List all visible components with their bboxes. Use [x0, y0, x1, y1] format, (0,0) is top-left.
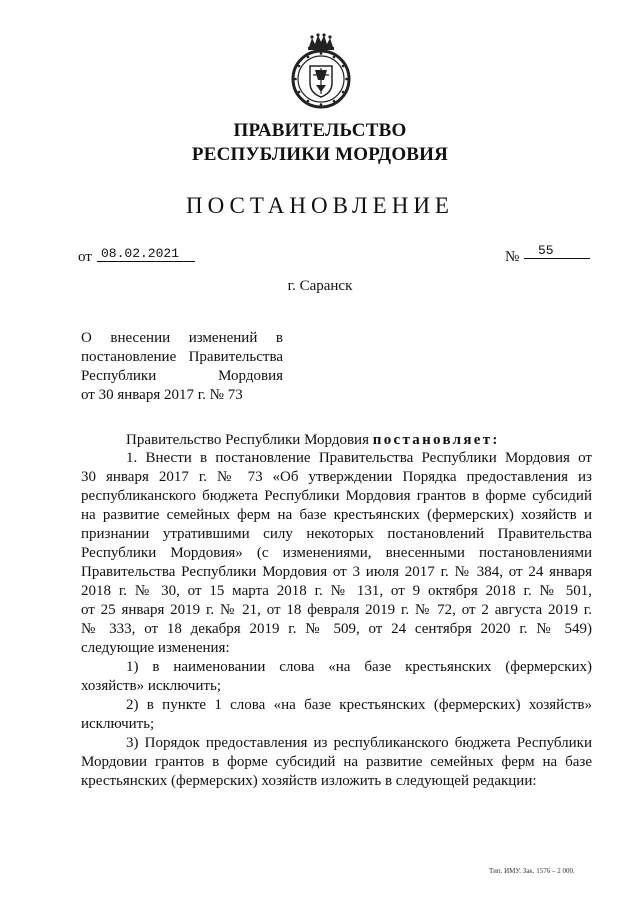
body-line: Республики Мордовия» (с изменениями, внесенными постановлениями	[81, 545, 592, 561]
body-line: 2018 г. № 30, от 15 марта 2018 г. № 131, от 9 октября 2018 г. № 501,	[81, 583, 592, 599]
subject-line: Республики Мордовия	[81, 368, 283, 384]
government-title-line2: РЕСПУБЛИКИ МОРДОВИЯ	[191, 144, 449, 165]
body-line: Мордовии грантов в форме субсидий на развитие семейных ферм на базе	[81, 754, 592, 770]
body-line: хозяйств» исключить;	[81, 678, 222, 694]
body-line: 2) в пункте 1 слова «на базе крестьянских (фермерских) хозяйств»	[126, 697, 592, 713]
document-subject	[81, 329, 283, 405]
body-line: № 333, от 18 декабря 2019 г. № 509, от 24 сентября 2020 г. № 549)	[81, 621, 592, 637]
intro-action: постановляет:	[372, 432, 500, 448]
document-type-heading: ПОСТАНОВЛЕНИЕ	[186, 193, 454, 218]
body-line: крестьянских (фермерских) хозяйств изложить в следующей редакции:	[81, 773, 537, 789]
document-number: 55	[524, 243, 590, 259]
coat-of-arms-emblem	[290, 33, 352, 113]
subject-line: О внесении изменений в	[81, 330, 283, 346]
print-mark: Тип. ИМУ. Зак. 1576 – 2 000.	[489, 867, 575, 875]
government-title-line1: ПРАВИТЕЛЬСТВО	[233, 120, 407, 141]
body-line: 1) в наименовании слова «на базе крестьянских (фермерских)	[126, 659, 592, 675]
intro-line	[126, 431, 500, 450]
body-line: следующие изменения:	[81, 640, 230, 656]
body-line: Правительства Республики Мордовия от 3 июля 2017 г. № 384, от 24 января	[81, 564, 592, 580]
document-date: 08.02.2021	[97, 246, 195, 262]
date-label: от	[78, 249, 92, 265]
body-line: 3) Порядок предоставления из республиканского бюджета Республики	[126, 735, 592, 751]
number-label: №	[505, 249, 520, 265]
body-line: признании утратившими силу некоторых постановлений Правительства	[81, 526, 592, 542]
city-line: г. Саранск	[287, 278, 353, 294]
intro-text: Правительство Республики Мордовия	[126, 432, 373, 448]
body-line: от 25 января 2019 г. № 21, от 18 февраля 2019 г. № 72, от 2 августа 2019 г.	[81, 602, 592, 618]
subject-line: от 30 января 2017 г. № 73	[81, 387, 243, 403]
subject-line: постановление Правительства	[81, 349, 283, 365]
body-line: республиканского бюджета Республики Мордовия грантов в форме субсидий	[81, 488, 592, 504]
body-line: 30 января 2017 г. № 73 «Об утверждении Порядка предоставления из	[81, 469, 592, 485]
body-line: на развитие семейных ферм на базе крестьянских (фермерских) хозяйств и	[81, 507, 592, 523]
body-line: 1. Внести в постановление Правительства Республики Мордовия от	[126, 450, 592, 466]
body-line: исключить;	[81, 716, 155, 732]
